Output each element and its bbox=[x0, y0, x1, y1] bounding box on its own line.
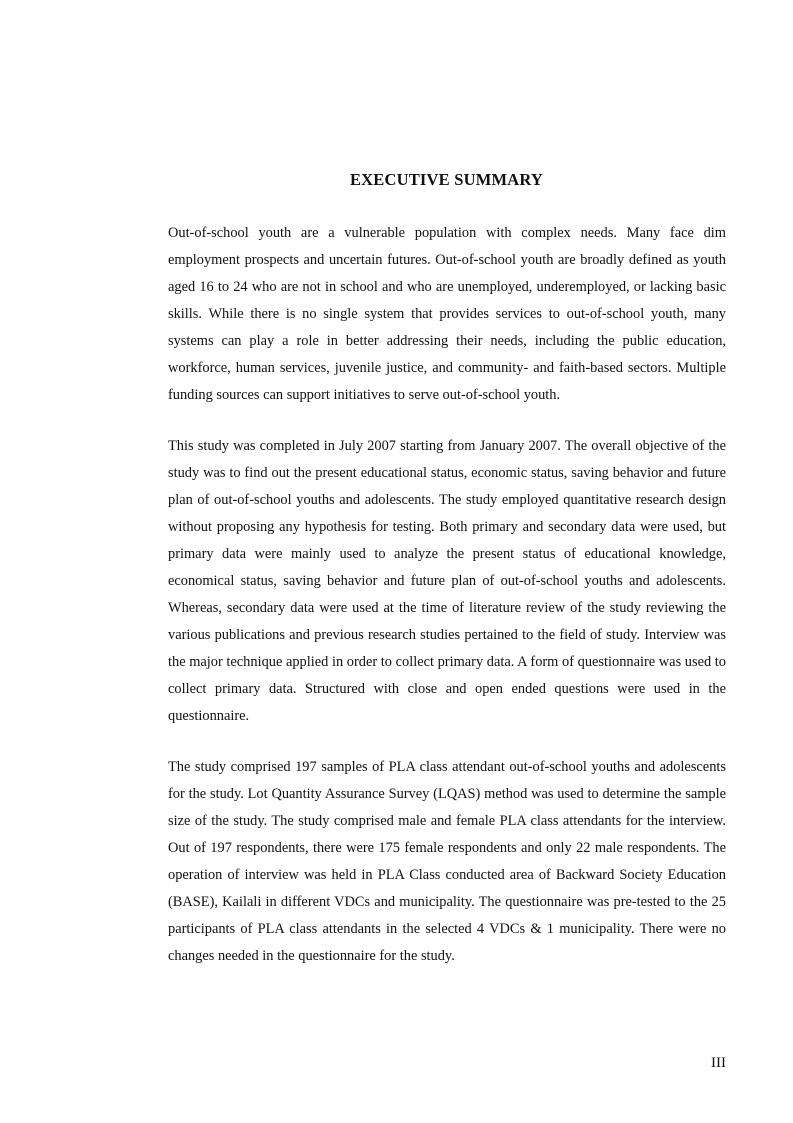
summary-body bbox=[168, 220, 726, 994]
page-number: III bbox=[711, 1055, 726, 1071]
paragraph-3: The study comprised 197 samples of PLA class attendant out-of-school youths and adolescents for the study. Lot Quantity Assurance Survey (LQAS) method was used to determine the sample size of the study. The study comprised male and female PLA class attendants for the interview. Out of 197 respondents, there were 175 female respondents and only 22 male respondents. The operation of interview was held in PLA Class conducted area of Backward Society Education (BASE), Kailali in different VDCs and municipality. The questionnaire was pre-tested to the 25 participants of PLA class attendants in the selected 4 VDCs & 1 municipality. There were no changes needed in the questionnaire for the study. bbox=[168, 759, 726, 964]
page-title: EXECUTIVE SUMMARY bbox=[349, 170, 544, 189]
paragraph-2: This study was completed in July 2007 starting from January 2007. The overall objective of the study was to find out the present educational status, economic status, saving behavior and future plan of out-of-school youths and adolescents. The study employed quantitative research design without proposing any hypothesis for testing. Both primary and secondary data were used, but primary data were mainly used to analyze the present status of educational knowledge, economical status, saving behavior and future plan of out-of-school youths and adolescents. Whereas, secondary data were used at the time of literature review of the study reviewing the various publications and previous research studies pertained to the field of study. Interview was the major technique applied in order to collect primary data. A form of questionnaire was used to collect primary data. Structured with close and open ended questions were used in the questionnaire. bbox=[168, 438, 726, 724]
paragraph-1: Out-of-school youth are a vulnerable population with complex needs. Many face dim employment prospects and uncertain futures. Out-of-school youth are broadly defined as youth aged 16 to 24 who are not in school and who are unemployed, underemployed, or lacking basic skills. While there is no single system that provides services to out-of-school youth, many systems can play a role in better addressing their needs, including the public education, workforce, human services, juvenile justice, and community- and faith-based sectors. Multiple funding sources can support initiatives to serve out-of-school youth. bbox=[168, 225, 726, 403]
